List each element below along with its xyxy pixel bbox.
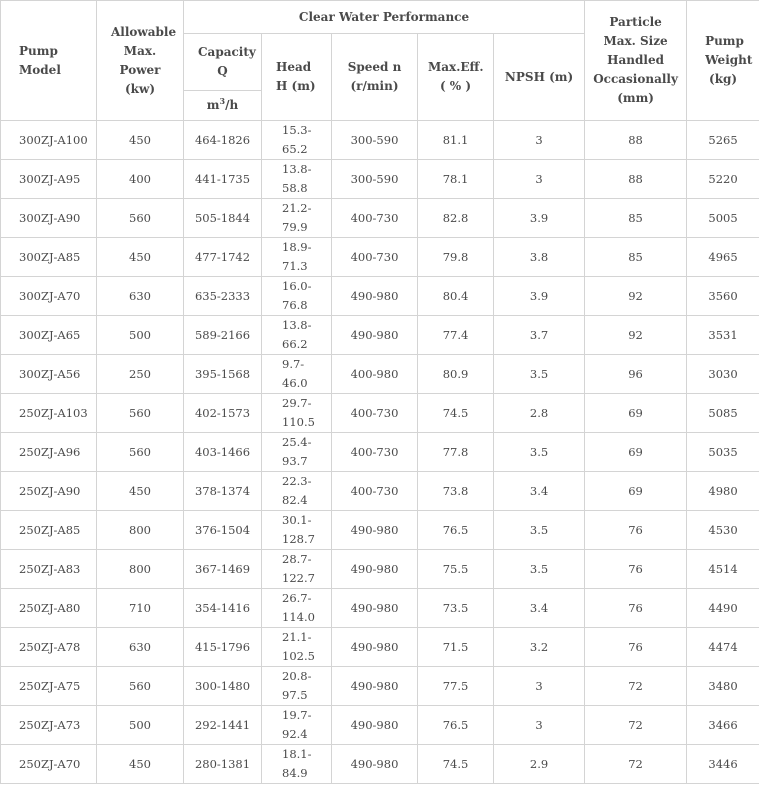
cell-speed: 400-730 bbox=[332, 238, 418, 277]
cell-npsh: 3.5 bbox=[494, 550, 585, 589]
header-npsh: NPSH (m) bbox=[494, 34, 585, 121]
cell-particle-size: 92 bbox=[585, 316, 687, 355]
cell-head: 9.7-46.0 bbox=[262, 355, 332, 394]
cell-head: 21.1-102.5 bbox=[262, 628, 332, 667]
cell-npsh: 3.8 bbox=[494, 238, 585, 277]
table-row bbox=[1, 199, 759, 238]
table-row bbox=[1, 160, 759, 199]
cell-particle-size: 76 bbox=[585, 628, 687, 667]
header-speed: Speed n (r/min) bbox=[332, 34, 418, 121]
cell-power: 800 bbox=[97, 511, 184, 550]
cell-pump-model: 250ZJ-A73 bbox=[1, 706, 97, 745]
cell-head: 22.3-82.4 bbox=[262, 472, 332, 511]
cell-npsh: 3.9 bbox=[494, 277, 585, 316]
cell-particle-size: 72 bbox=[585, 745, 687, 784]
cell-power: 630 bbox=[97, 277, 184, 316]
cell-npsh: 3.7 bbox=[494, 316, 585, 355]
cell-max-eff: 76.5 bbox=[418, 511, 494, 550]
cell-speed: 400-730 bbox=[332, 433, 418, 472]
cell-speed: 490-980 bbox=[332, 511, 418, 550]
table-row bbox=[1, 628, 759, 667]
cell-weight: 3560 bbox=[687, 277, 759, 316]
cell-particle-size: 88 bbox=[585, 160, 687, 199]
cell-power: 560 bbox=[97, 394, 184, 433]
cell-head: 30.1-128.7 bbox=[262, 511, 332, 550]
cell-npsh: 3.2 bbox=[494, 628, 585, 667]
cell-weight: 3466 bbox=[687, 706, 759, 745]
cell-npsh: 3.9 bbox=[494, 199, 585, 238]
cell-capacity: 378-1374 bbox=[184, 472, 262, 511]
table-header bbox=[1, 1, 759, 121]
cell-particle-size: 85 bbox=[585, 199, 687, 238]
cell-pump-model: 250ZJ-A70 bbox=[1, 745, 97, 784]
cell-head: 20.8-97.5 bbox=[262, 667, 332, 706]
cell-npsh: 3 bbox=[494, 706, 585, 745]
cell-speed: 490-980 bbox=[332, 706, 418, 745]
cell-weight: 3531 bbox=[687, 316, 759, 355]
cell-head: 25.4-93.7 bbox=[262, 433, 332, 472]
cell-weight: 4530 bbox=[687, 511, 759, 550]
cell-weight: 4474 bbox=[687, 628, 759, 667]
cell-capacity: 402-1573 bbox=[184, 394, 262, 433]
cell-particle-size: 72 bbox=[585, 706, 687, 745]
table-row bbox=[1, 511, 759, 550]
cell-weight: 5005 bbox=[687, 199, 759, 238]
cell-npsh: 3.4 bbox=[494, 472, 585, 511]
cell-speed: 490-980 bbox=[332, 589, 418, 628]
cell-pump-model: 300ZJ-A70 bbox=[1, 277, 97, 316]
cell-max-eff: 73.8 bbox=[418, 472, 494, 511]
cell-max-eff: 80.4 bbox=[418, 277, 494, 316]
table-row bbox=[1, 472, 759, 511]
header-capacity-unit bbox=[184, 91, 262, 121]
cell-particle-size: 92 bbox=[585, 277, 687, 316]
cell-npsh: 3 bbox=[494, 121, 585, 160]
cell-max-eff: 74.5 bbox=[418, 394, 494, 433]
cell-capacity: 292-1441 bbox=[184, 706, 262, 745]
cell-speed: 490-980 bbox=[332, 745, 418, 784]
cell-max-eff: 75.5 bbox=[418, 550, 494, 589]
cell-power: 500 bbox=[97, 706, 184, 745]
cell-head: 18.1-84.9 bbox=[262, 745, 332, 784]
cell-particle-size: 69 bbox=[585, 433, 687, 472]
cell-pump-model: 300ZJ-A85 bbox=[1, 238, 97, 277]
cell-weight: 4965 bbox=[687, 238, 759, 277]
cell-head: 18.9-71.3 bbox=[262, 238, 332, 277]
cell-power: 450 bbox=[97, 238, 184, 277]
cell-max-eff: 74.5 bbox=[418, 745, 494, 784]
cell-speed: 490-980 bbox=[332, 550, 418, 589]
cell-npsh: 3.5 bbox=[494, 355, 585, 394]
cell-particle-size: 88 bbox=[585, 121, 687, 160]
cell-speed: 490-980 bbox=[332, 316, 418, 355]
cell-capacity: 376-1504 bbox=[184, 511, 262, 550]
cell-weight: 4490 bbox=[687, 589, 759, 628]
cell-speed: 490-980 bbox=[332, 667, 418, 706]
cell-max-eff: 77.8 bbox=[418, 433, 494, 472]
cell-pump-model: 300ZJ-A95 bbox=[1, 160, 97, 199]
cell-weight: 3446 bbox=[687, 745, 759, 784]
cell-weight: 3030 bbox=[687, 355, 759, 394]
cell-power: 450 bbox=[97, 472, 184, 511]
table-row bbox=[1, 277, 759, 316]
cell-capacity: 367-1469 bbox=[184, 550, 262, 589]
cell-capacity: 589-2166 bbox=[184, 316, 262, 355]
cell-power: 500 bbox=[97, 316, 184, 355]
cell-speed: 300-590 bbox=[332, 121, 418, 160]
cell-power: 560 bbox=[97, 667, 184, 706]
cell-power: 450 bbox=[97, 121, 184, 160]
table-row bbox=[1, 394, 759, 433]
header-pump-model: Pump Model bbox=[1, 1, 97, 121]
cell-pump-model: 250ZJ-A85 bbox=[1, 511, 97, 550]
cell-power: 450 bbox=[97, 745, 184, 784]
cell-pump-model: 300ZJ-A90 bbox=[1, 199, 97, 238]
header-max-eff: Max.Eff. ( % ) bbox=[418, 34, 494, 121]
cell-pump-model: 250ZJ-A90 bbox=[1, 472, 97, 511]
cell-particle-size: 69 bbox=[585, 472, 687, 511]
cell-power: 800 bbox=[97, 550, 184, 589]
cell-pump-model: 300ZJ-A65 bbox=[1, 316, 97, 355]
table-row bbox=[1, 706, 759, 745]
cell-max-eff: 76.5 bbox=[418, 706, 494, 745]
cell-speed: 400-730 bbox=[332, 472, 418, 511]
header-pump-weight: Pump Weight (kg) bbox=[687, 1, 759, 121]
cell-particle-size: 96 bbox=[585, 355, 687, 394]
cell-head: 26.7-114.0 bbox=[262, 589, 332, 628]
table-row bbox=[1, 433, 759, 472]
cell-speed: 400-730 bbox=[332, 199, 418, 238]
header-clear-water-performance: Clear Water Performance bbox=[184, 1, 585, 34]
cell-head: 21.2-79.9 bbox=[262, 199, 332, 238]
cell-max-eff: 82.8 bbox=[418, 199, 494, 238]
capacity-unit-base: m bbox=[206, 98, 220, 112]
cell-speed: 300-590 bbox=[332, 160, 418, 199]
cell-capacity: 464-1826 bbox=[184, 121, 262, 160]
cell-pump-model: 250ZJ-A96 bbox=[1, 433, 97, 472]
table-row bbox=[1, 589, 759, 628]
cell-head: 13.8-58.8 bbox=[262, 160, 332, 199]
cell-speed: 490-980 bbox=[332, 277, 418, 316]
cell-max-eff: 81.1 bbox=[418, 121, 494, 160]
cell-head: 16.0-76.8 bbox=[262, 277, 332, 316]
table-row bbox=[1, 550, 759, 589]
cell-npsh: 3 bbox=[494, 667, 585, 706]
cell-particle-size: 85 bbox=[585, 238, 687, 277]
cell-speed: 400-980 bbox=[332, 355, 418, 394]
cell-weight: 3480 bbox=[687, 667, 759, 706]
cell-capacity: 415-1796 bbox=[184, 628, 262, 667]
cell-pump-model: 300ZJ-A100 bbox=[1, 121, 97, 160]
cell-particle-size: 76 bbox=[585, 589, 687, 628]
cell-speed: 490-980 bbox=[332, 628, 418, 667]
cell-power: 400 bbox=[97, 160, 184, 199]
cell-power: 630 bbox=[97, 628, 184, 667]
header-capacity: Capacity Q bbox=[184, 34, 262, 91]
table-row bbox=[1, 745, 759, 784]
cell-npsh: 3.5 bbox=[494, 511, 585, 550]
cell-weight: 5265 bbox=[687, 121, 759, 160]
table-body bbox=[1, 121, 759, 784]
cell-max-eff: 71.5 bbox=[418, 628, 494, 667]
cell-weight: 5035 bbox=[687, 433, 759, 472]
cell-particle-size: 69 bbox=[585, 394, 687, 433]
cell-capacity: 505-1844 bbox=[184, 199, 262, 238]
cell-capacity: 280-1381 bbox=[184, 745, 262, 784]
cell-capacity: 635-2333 bbox=[184, 277, 262, 316]
cell-pump-model: 250ZJ-A103 bbox=[1, 394, 97, 433]
cell-max-eff: 79.8 bbox=[418, 238, 494, 277]
cell-capacity: 477-1742 bbox=[184, 238, 262, 277]
table-row bbox=[1, 316, 759, 355]
cell-weight: 4980 bbox=[687, 472, 759, 511]
cell-pump-model: 250ZJ-A83 bbox=[1, 550, 97, 589]
cell-npsh: 3 bbox=[494, 160, 585, 199]
cell-power: 560 bbox=[97, 433, 184, 472]
cell-capacity: 300-1480 bbox=[184, 667, 262, 706]
cell-weight: 4514 bbox=[687, 550, 759, 589]
capacity-unit-tail: /h bbox=[225, 98, 239, 112]
cell-npsh: 2.8 bbox=[494, 394, 585, 433]
cell-max-eff: 77.5 bbox=[418, 667, 494, 706]
table-row bbox=[1, 667, 759, 706]
cell-power: 250 bbox=[97, 355, 184, 394]
cell-npsh: 3.5 bbox=[494, 433, 585, 472]
cell-head: 28.7-122.7 bbox=[262, 550, 332, 589]
capacity-unit-exp: 3 bbox=[219, 96, 226, 106]
cell-pump-model: 250ZJ-A78 bbox=[1, 628, 97, 667]
header-head: Head H (m) bbox=[262, 34, 332, 121]
cell-max-eff: 78.1 bbox=[418, 160, 494, 199]
cell-npsh: 3.4 bbox=[494, 589, 585, 628]
cell-head: 13.8-66.2 bbox=[262, 316, 332, 355]
cell-power: 710 bbox=[97, 589, 184, 628]
cell-weight: 5085 bbox=[687, 394, 759, 433]
cell-head: 15.3-65.2 bbox=[262, 121, 332, 160]
cell-capacity: 354-1416 bbox=[184, 589, 262, 628]
cell-speed: 400-730 bbox=[332, 394, 418, 433]
table-row bbox=[1, 355, 759, 394]
cell-capacity: 441-1735 bbox=[184, 160, 262, 199]
cell-capacity: 395-1568 bbox=[184, 355, 262, 394]
cell-capacity: 403-1466 bbox=[184, 433, 262, 472]
cell-particle-size: 72 bbox=[585, 667, 687, 706]
cell-pump-model: 300ZJ-A56 bbox=[1, 355, 97, 394]
cell-particle-size: 76 bbox=[585, 550, 687, 589]
cell-weight: 5220 bbox=[687, 160, 759, 199]
table-row bbox=[1, 121, 759, 160]
cell-head: 29.7-110.5 bbox=[262, 394, 332, 433]
cell-max-eff: 77.4 bbox=[418, 316, 494, 355]
cell-power: 560 bbox=[97, 199, 184, 238]
cell-max-eff: 80.9 bbox=[418, 355, 494, 394]
header-allowable-power: Allowable Max. Power (kw) bbox=[97, 1, 184, 121]
cell-pump-model: 250ZJ-A75 bbox=[1, 667, 97, 706]
header-particle-size: Particle Max. Size Handled Occasionally (mm) bbox=[585, 1, 687, 121]
table-row bbox=[1, 238, 759, 277]
cell-head: 19.7-92.4 bbox=[262, 706, 332, 745]
cell-max-eff: 73.5 bbox=[418, 589, 494, 628]
cell-npsh: 2.9 bbox=[494, 745, 585, 784]
cell-particle-size: 76 bbox=[585, 511, 687, 550]
cell-pump-model: 250ZJ-A80 bbox=[1, 589, 97, 628]
